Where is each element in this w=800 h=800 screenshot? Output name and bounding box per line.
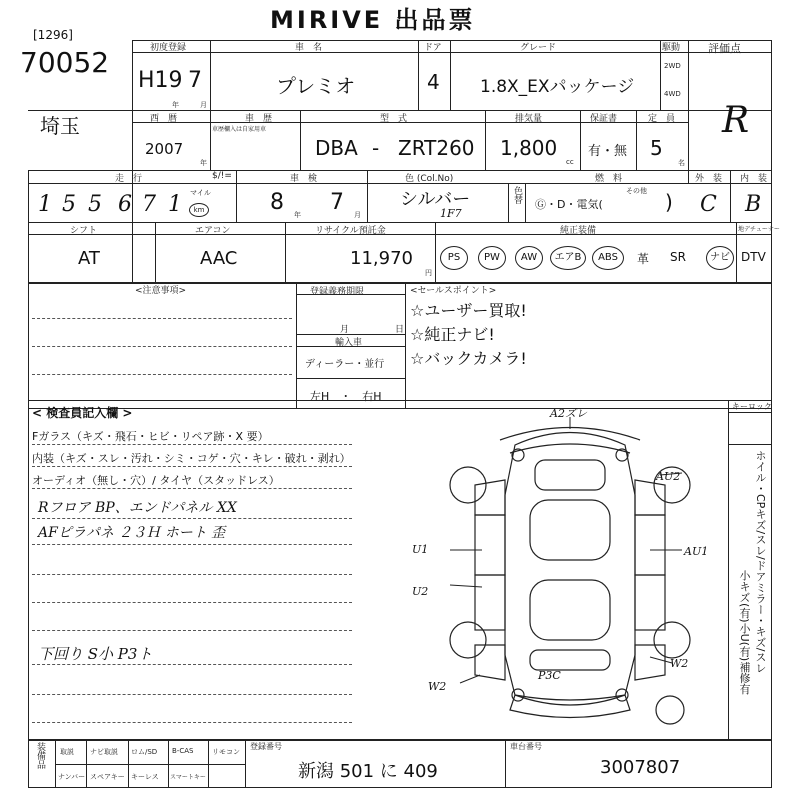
- steering-option: 左H ・ 右H: [310, 390, 382, 403]
- first-reg-month-suffix: 月: [200, 101, 207, 109]
- label-sales-point: <セールスポイント>: [410, 286, 497, 296]
- label-exterior: 外 装: [695, 174, 723, 184]
- mile-label: マイル: [190, 189, 211, 197]
- sales-point-3: ☆バックカメラ!: [410, 349, 527, 368]
- first-reg-month: 7: [188, 68, 202, 93]
- capacity-suffix: 名: [678, 159, 685, 167]
- label-first-reg: 初度登録: [150, 43, 187, 53]
- doors-value: 4: [427, 70, 440, 94]
- western-year-value: 2007: [145, 140, 184, 158]
- label-grade: グレード: [520, 43, 557, 53]
- opt-bcas: B-CAS: [172, 747, 194, 755]
- equip-leather: 革: [637, 252, 650, 266]
- label-western-year: 西 暦: [150, 114, 178, 124]
- drive-4wd: 4WD: [664, 90, 681, 98]
- inspector-note-1: Rフロア BP、エンドパネル XX: [38, 500, 237, 516]
- mark-w2-left: W2: [428, 680, 447, 693]
- equip-dtv: DTV: [741, 250, 766, 264]
- mileage-digit: 1: [38, 192, 52, 217]
- label-warranty: 保証書: [590, 114, 618, 124]
- model-code-b: ZRT260: [398, 136, 475, 160]
- sales-point-2: ☆純正ナビ!: [410, 325, 495, 344]
- inspection-month-suffix: 月: [354, 211, 361, 219]
- label-drive: 駆動: [662, 43, 681, 53]
- private-use-note: 車歴欄入は自家用車: [212, 126, 267, 133]
- reg-expiry-day: 日: [395, 325, 405, 335]
- opt-remote: リモコン: [212, 748, 240, 756]
- opt-smart-key: スマートキー: [170, 774, 206, 781]
- opt-navi-manual: ナビ取説: [90, 748, 118, 756]
- label-displacement: 排気量: [515, 114, 543, 124]
- sales-point-1: ☆ユーザー買取!: [410, 301, 527, 320]
- recycle-value: 11,970: [350, 248, 413, 269]
- mileage-digit: 7: [142, 192, 156, 217]
- lot-code: [1296]: [33, 28, 73, 42]
- label-inspection: 車 検: [290, 174, 318, 184]
- label-color: 色 (Col.No): [405, 174, 454, 184]
- shift-value: AT: [78, 248, 100, 269]
- inspector-line-audio: オーディオ（無し・穴）/ タイヤ（スタッドレス）: [32, 474, 280, 487]
- inspector-title: < 検査員記入欄 >: [32, 406, 133, 420]
- label-model: 車 歴: [245, 114, 273, 124]
- reg-expiry-month: 月: [340, 325, 350, 335]
- label-rating: 評価点: [708, 42, 741, 55]
- mark-u2: U2: [412, 585, 429, 598]
- inspection-year-suffix: 年: [294, 211, 301, 219]
- label-meter: $/!=: [212, 171, 232, 181]
- fuel-other: その他: [626, 187, 647, 195]
- label-interior: 内 装: [740, 174, 768, 184]
- opt-spare-key: スペアキー: [90, 773, 125, 781]
- inspector-note-2: AFピラパネ ２３Ｈ ホート 歪: [38, 525, 226, 541]
- first-reg-year-suffix: 年: [172, 101, 179, 109]
- equip-navi: ナビ: [706, 246, 734, 270]
- label-capacity: 定 員: [648, 114, 676, 124]
- equip-pw: PW: [478, 246, 506, 270]
- fuel-close-paren: ): [665, 190, 673, 214]
- side-note-1: ホイル・CPキズ/スレ/ドアミラー・キズ/スレ: [754, 450, 767, 674]
- label-key-lock: キーロック: [732, 402, 772, 411]
- opt-manual: 取説: [60, 748, 74, 756]
- warranty-value: 有・無: [588, 144, 628, 159]
- aircon-value: AAC: [200, 248, 238, 269]
- first-reg-year: H19: [138, 68, 183, 93]
- car-name-value: プレミオ: [276, 74, 356, 98]
- rating-value: R: [722, 100, 750, 141]
- label-reg-no: 登録番号: [250, 742, 282, 751]
- reg-no-value: 新潟 501 に 409: [298, 761, 438, 782]
- color-number: 1F7: [440, 207, 462, 220]
- label-equipment: 純正装備: [560, 226, 597, 236]
- mileage-digit: 5: [62, 192, 76, 217]
- mileage-digit: 1: [168, 192, 182, 217]
- label-notes: <注意事項>: [135, 286, 187, 296]
- inspection-month-value: 7: [330, 190, 344, 215]
- label-chassis-no: 車台番号: [510, 742, 542, 751]
- prefecture: 埼玉: [40, 114, 80, 138]
- label-import: 輸入車: [335, 338, 363, 348]
- km-label: km: [189, 203, 209, 217]
- label-car-name: 車 名: [295, 43, 323, 53]
- exterior-value: C: [700, 192, 717, 217]
- mark-au2: AU2: [656, 470, 681, 483]
- inspection-year-value: 8: [270, 190, 284, 215]
- label-aircon: エアコン: [195, 226, 231, 236]
- equip-ps: PS: [440, 246, 468, 270]
- inspector-note-3: 下回り S小 P3ト: [38, 645, 153, 663]
- mileage-digit: 5: [88, 192, 102, 217]
- color-value: シルバー: [400, 189, 471, 210]
- label-options: 装備品: [35, 742, 45, 769]
- grade-value: 1.8X_EXパッケージ: [480, 77, 635, 97]
- label-reg-expiry: 登録義務期限: [310, 287, 365, 297]
- displacement-value: 1,800: [500, 136, 558, 160]
- interior-value: B: [745, 192, 762, 217]
- inspector-line-interior: 内装（キズ・スレ・汚れ・シミ・コゲ・穴・キレ・破れ・剥れ）: [32, 452, 351, 465]
- label-fuel: 燃 料: [595, 174, 623, 184]
- model-code-a: DBA: [315, 136, 358, 160]
- equip-abs: ABS: [592, 246, 624, 270]
- car-damage-diagram: [412, 405, 720, 735]
- opt-rom-sd: ロム/SD: [131, 748, 158, 756]
- label-color-change: 色替: [512, 186, 522, 204]
- cc-unit: cc: [566, 158, 574, 166]
- fuel-options: Ⓖ・D・電気(: [535, 198, 603, 211]
- label-recycle: リサイクル預託金: [315, 226, 386, 236]
- opt-number: ナンバー: [58, 773, 86, 781]
- inspector-line-glass: Fガラス（キズ・飛石・ヒビ・リペア跡・X 要）: [32, 430, 269, 443]
- label-tuner: 地デチューナー: [738, 226, 780, 233]
- label-model-code: 型 式: [380, 114, 408, 124]
- mark-p3c: P3C: [538, 669, 561, 682]
- mark-au1: AU1: [684, 545, 709, 558]
- car-outline: [505, 433, 635, 706]
- equip-sunroof: SR: [670, 250, 686, 264]
- label-doors: ドア: [424, 43, 442, 53]
- chassis-no-value: 3007807: [600, 757, 681, 778]
- side-note-2: 小キズ(有)小U(有)補修有: [738, 570, 751, 695]
- lot-number: 70052: [20, 46, 110, 79]
- mark-w2-right: W2: [670, 657, 689, 670]
- form-title: MIRIVE 出品票: [270, 6, 476, 34]
- mileage-digit: 6: [118, 192, 132, 217]
- label-mileage: 走 行: [115, 174, 143, 184]
- equip-airbag: エアB: [550, 246, 586, 270]
- mark-u1: U1: [412, 543, 429, 556]
- model-code-dash: -: [372, 136, 380, 160]
- western-year-suffix: 年: [200, 159, 207, 167]
- mark-a2: A2ズレ: [550, 407, 587, 420]
- label-shift: シフト: [70, 226, 98, 236]
- yen-unit: 円: [425, 269, 432, 277]
- opt-keyless: キーレス: [131, 773, 159, 781]
- drive-2wd: 2WD: [664, 62, 681, 70]
- dealer-option: ディーラー・並行: [305, 359, 385, 370]
- equip-aw: AW: [515, 246, 543, 270]
- capacity-value: 5: [650, 136, 663, 160]
